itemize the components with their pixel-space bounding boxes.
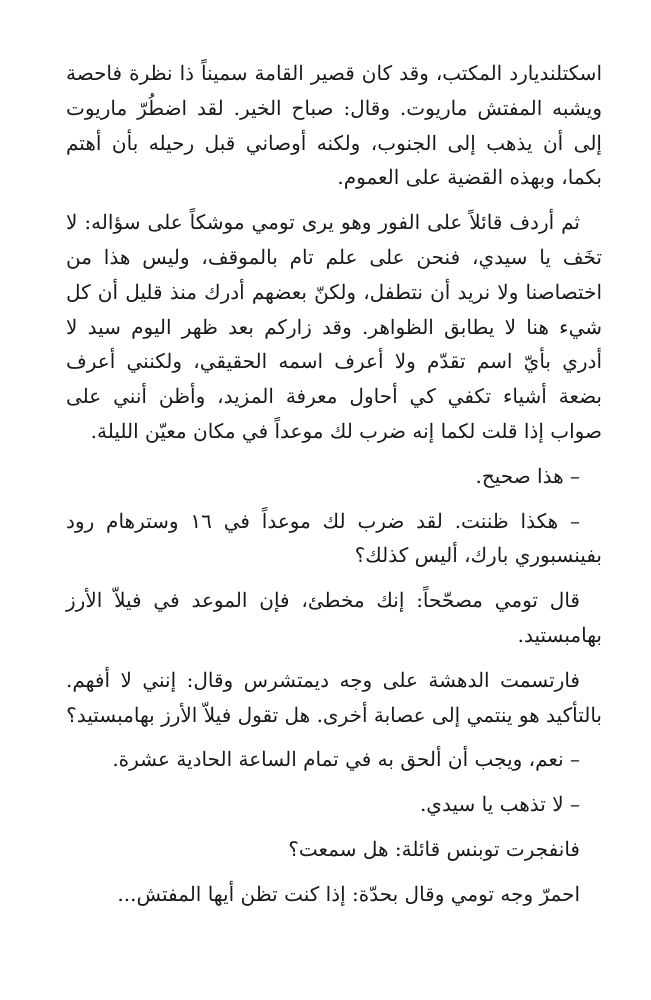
paragraph: احمرّ وجه تومي وقال بحدّة: إذا كنت تظن أيها المفتش... xyxy=(117,881,580,906)
paragraph: – هذا صحيح. xyxy=(475,463,580,488)
paragraph: – لا تذهب يا سيدي. xyxy=(419,792,580,817)
paragraph: فارتسمت الدهشة على وجه ديمتشرس وقال: إنني لا أفهم. بالتأكيد هو ينتمي إلى عصابة أخرى. هل تقول فيلاّ الأرز بهامبستيد؟ xyxy=(66,667,602,727)
paragraph: – هكذا ظننت. لقد ضرب لك موعداً في ١٦ وسترهام رود بفينسبوري بارك، أليس كذلك؟ xyxy=(66,508,602,568)
paragraph: ثم أردف قائلاً على الفور وهو يرى تومي موشكاً على سؤاله: لا تخَف يا سيدي، فنحن على علم تام بالموقف، وليس هذا من اختصاصنا ولا نريد أن نتطفل، ولكنّ بعضهم أدرك منذ قليل أن كل شيء هنا لا يطابق الظواهر. وقد زاركم بعد ظهر اليوم سيد لا أدري بأيّ اسم تقدّم ولا أعرف اسمه الحقيقي، ولكنني أعرف بضعة أشياء تكفي كي أحاول معرفة المزيد، وأظن أنني على صواب إذا قلت لكما إنه ضرب لك موعداً في مكان معيّن الليلة. xyxy=(66,210,602,443)
paragraph: اسكتلنديارد المكتب، وقد كان قصير القامة سميناً ذا نظرة فاحصة ويشبه المفتش ماريوت. وقال: صباح الخير. لقد اضطُرّ ماريوت إلى أن يذهب إلى الجنوب، ولكنه أوصاني قبل رحيله بأن أهتم بكما، وبهذه القضية على العموم. xyxy=(66,61,602,190)
paragraph: – نعم، ويجب أن ألحق به في تمام الساعة الحادية عشرة. xyxy=(112,747,580,772)
paragraph: قال تومي مصحّحاً: إنك مخطئ، فإن الموعد في فيلاّ الأرز بهامبستيد. xyxy=(66,588,602,647)
book-page xyxy=(66,56,602,922)
paragraph: فانفجرت توبنس قائلة: هل سمعت؟ xyxy=(288,836,580,861)
